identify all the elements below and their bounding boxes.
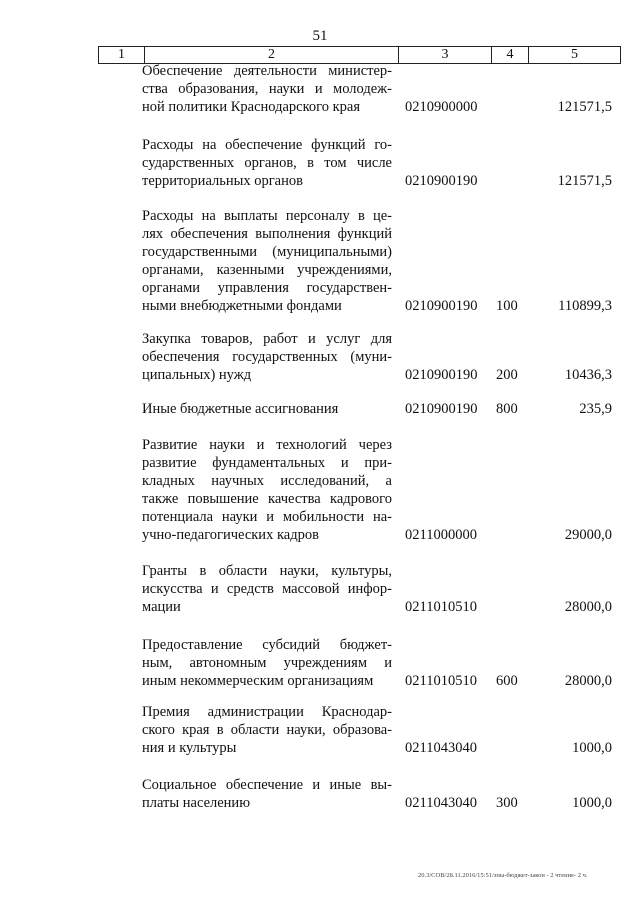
description-line: органами, казенными учреждениями,: [142, 262, 392, 278]
row-amount: 121571,5: [557, 173, 612, 189]
description-line: искусства и средств массовой инфор-: [142, 581, 392, 597]
row-description: [142, 703, 392, 757]
row-amount: 110899,3: [558, 298, 612, 314]
description-line: развитие фундаментальных и при-: [142, 455, 392, 471]
description-line: кладных научных исследований, а: [142, 473, 392, 489]
row-expense-type: 100: [496, 298, 518, 314]
description-line: ского края в области науки, образова-: [142, 722, 392, 738]
row-expense-type: 200: [496, 367, 518, 383]
description-line: мации: [142, 599, 181, 615]
description-line: ципальных) нужд: [142, 367, 252, 383]
description-line: ния и культуры: [142, 740, 237, 756]
description-line: сударственных органов, в том числе: [142, 155, 392, 171]
description-line: ной политики Краснодарского края: [142, 99, 361, 115]
column-header-2: 2: [145, 47, 399, 64]
description-line: государственными (муниципальными): [142, 244, 392, 260]
row-description: [142, 207, 392, 315]
page-number: 51: [312, 28, 328, 44]
description-line: также повышение качества кадрового: [142, 491, 392, 507]
row-amount: 1000,0: [572, 795, 612, 811]
description-line: Гранты в области науки, культуры,: [142, 563, 392, 579]
table-row: [0, 636, 640, 690]
row-target-code: 0211010510: [405, 599, 477, 615]
row-expense-type: 600: [496, 673, 518, 689]
row-description: [142, 62, 392, 116]
row-description: [142, 330, 392, 384]
description-line: органами управления государствен-: [142, 280, 392, 296]
row-description: [142, 436, 392, 544]
row-amount: 28000,0: [564, 599, 612, 615]
row-description: [142, 776, 392, 812]
column-header-4: 4: [492, 47, 529, 64]
description-line: ства образования, науки и молодеж-: [142, 81, 392, 97]
row-target-code: 0210900190: [405, 173, 478, 189]
description-line: Расходы на выплаты персоналу в це-: [142, 208, 392, 224]
table-row: [0, 136, 640, 190]
row-target-code: 0211010510: [405, 673, 477, 689]
table-row: [0, 436, 640, 544]
description-line: Обеспечение деятельности министер-: [142, 63, 392, 79]
table-row: [0, 330, 640, 384]
table-row: [0, 776, 640, 812]
table-row: [0, 62, 640, 116]
row-description: [142, 562, 392, 616]
row-expense-type: 800: [496, 401, 518, 417]
description-line: Премия администрации Краснодар-: [142, 704, 392, 720]
description-line: Иные бюджетные ассигнования: [142, 401, 339, 417]
description-line: Расходы на обеспечение функций го-: [142, 137, 392, 153]
row-description: [142, 636, 392, 690]
description-line: ным, автономным учреждениям и: [142, 655, 392, 671]
table-row: [0, 703, 640, 757]
row-target-code: 0211043040: [405, 740, 477, 756]
row-amount: 10436,3: [564, 367, 612, 383]
row-amount: 1000,0: [572, 740, 612, 756]
column-header-row: [99, 47, 621, 64]
description-line: территориальных органов: [142, 173, 303, 189]
description-line: Социальное обеспечение и иные вы-: [142, 777, 392, 793]
row-amount: 29000,0: [564, 527, 612, 543]
row-amount: 28000,0: [564, 673, 612, 689]
row-description: [142, 400, 392, 418]
description-line: лях обеспечения выполнения функций: [142, 226, 392, 242]
row-target-code: 0211043040: [405, 795, 477, 811]
row-target-code: 0211000000: [405, 527, 477, 543]
column-header-1: 1: [99, 47, 145, 64]
description-line: обеспечения государственных (муни-: [142, 349, 392, 365]
row-target-code: 0210900190: [405, 401, 478, 417]
description-line: ными внебюджетными фондами: [142, 298, 342, 314]
table-row: [0, 562, 640, 616]
row-description: [142, 136, 392, 190]
row-amount: 121571,5: [557, 99, 612, 115]
row-target-code: 0210900000: [405, 99, 478, 115]
description-line: потенциала науки и мобильности на-: [142, 509, 392, 525]
description-line: платы населению: [142, 795, 251, 811]
description-line: учно-педагогических кадров: [142, 527, 319, 543]
description-line: Развитие науки и технологий через: [142, 437, 392, 453]
row-target-code: 0210900190: [405, 298, 478, 314]
row-amount: 235,9: [579, 401, 612, 417]
row-expense-type: 300: [496, 795, 518, 811]
column-header-3: 3: [399, 47, 492, 64]
row-target-code: 0210900190: [405, 367, 478, 383]
description-line: Закупка товаров, работ и услуг для: [142, 331, 392, 347]
description-line: Предоставление субсидий бюджет-: [142, 637, 392, 653]
table-row: [0, 400, 640, 418]
document-footer: 20.3/СОВ/28.11.2016/15:51/зпы-бюджет-закон - 2 чтение- 2 ч.: [418, 872, 588, 879]
column-header-5: 5: [529, 47, 621, 64]
description-line: иным некоммерческим организациям: [142, 673, 374, 689]
table-row: [0, 207, 640, 315]
